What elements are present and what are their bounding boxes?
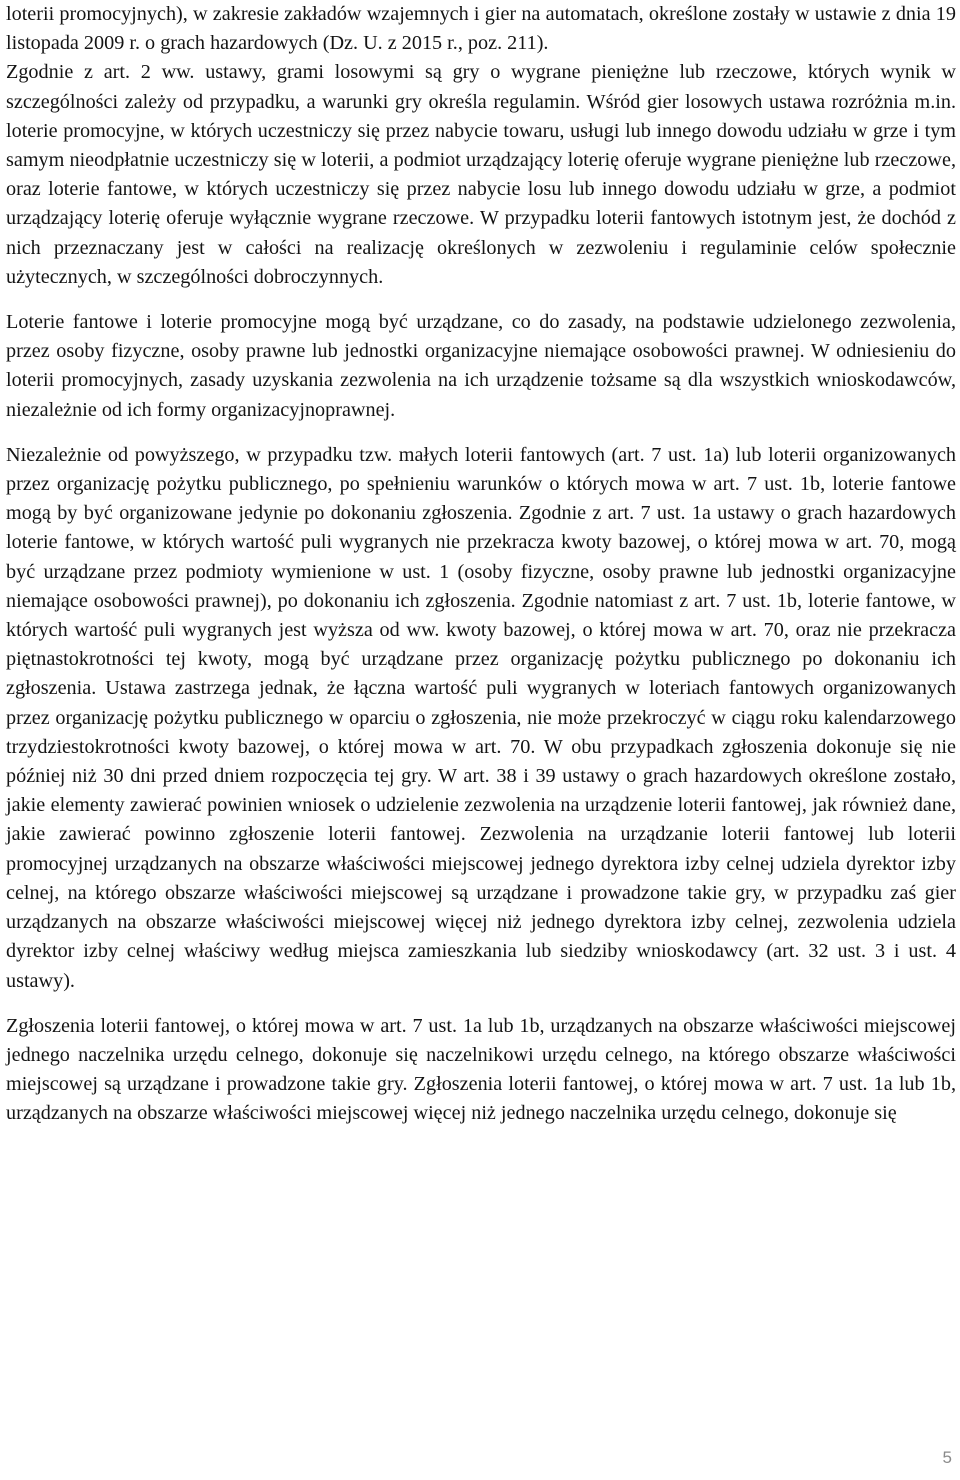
document-body	[6, 0, 956, 1129]
paragraph-lottery-permits: Loterie fantowe i loterie promocyjne mogą być urządzane, co do zasady, na podstawie udzielonego zezwolenia, przez osoby fizyczne, osoby prawne lub jednostki organizacyjne niemające osobowości prawnej. W odniesieniu do loterii promocyjnych, zasady uzyskania zezwolenia na ich urządzenie tożsame są dla wszystkich wnioskodawców, niezależnie od ich formy organizacyjnoprawnej.	[6, 311, 956, 421]
page-number: 5	[942, 1448, 952, 1467]
paragraph-small-lotteries-notification: Niezależnie od powyższego, w przypadku tzw. małych loterii fantowych (art. 7 ust. 1a) lub loterii organizowanych przez organizację pożytku publicznego, po spełnieniu warunków o których mowa w art. 7 ust. 1b, loterie fantowe mogą by być organizowane jedynie po dokonaniu zgłoszenia. Zgodnie z art. 7 ust. 1a ustawy o grach hazardowych loterie fantowe, w których wartość puli wygranych nie przekracza kwoty bazowej, o której mowa w art. 70, mogą być urządzane przez podmioty wymienione w ust. 1 (osoby fizyczne, osoby prawne lub jednostki organizacyjne niemające osobowości prawnej), po dokonaniu ich zgłoszenia. Zgodnie natomiast z art. 7 ust. 1b, loterie fantowe, w których wartość puli wygranych jest wyższa od ww. kwoty bazowej, o której mowa w art. 70, oraz nie przekracza piętnastokrotności tej kwoty, mogą być urządzane przez organizację pożytku publicznego po dokonaniu ich zgłoszenia. Ustawa zastrzega jednak, że łączna wartość puli wygranych w loteriach fantowych organizowanych przez organizację pożytku publicznego w oparciu o zgłoszenia, nie może przekroczyć w ciągu roku kalendarzowego trzydziestokrotności kwoty bazowej, o której mowa w art. 70. W obu przypadkach zgłoszenia dokonuje się nie później niż 30 dni przed dniem rozpoczęcia tej gry. W art. 38 i 39 ustawy o grach hazardowych określone zostało, jakie elementy zawierać powinien wniosek o udzielenie zezwolenia na urządzenie loterii fantowej, jak również dane, jakie zawierać powinno zgłoszenie loterii fantowej. Zezwolenia na urządzanie loterii fantowej lub loterii promocyjnej urządzanych na obszarze właściwości miejscowej jednego dyrektora izby celnej udziela dyrektor izby celnej, na którego obszarze właściwości miejscowej są urządzane i prowadzone takie gry, w przypadku zaś gier urządzanych na obszarze właściwości miejscowej więcej niż jednego dyrektora izby celnej, zezwolenia udziela dyrektor izby celnej właściwy według miejsca zamieszkania lub siedziby wnioskodawcy (art. 32 ust. 3 i ust. 4 ustawy).	[6, 443, 956, 992]
paragraph-lottery-regulation-intro: loterii promocyjnych), w zakresie zakładów wzajemnych i gier na automatach, określone zostały w ustawie z dnia 19 listopada 2009 r. o grach hazardowych (Dz. U. z 2015 r., poz. 211).	[6, 3, 956, 55]
paragraph-games-of-chance-definition: Zgodnie z art. 2 ww. ustawy, grami losowymi są gry o wygrane pieniężne lub rzeczowe, których wynik w szczególności zależy od przypadku, a warunki gry określa regulamin. Wśród gier losowych ustawa rozróżnia m.in. loterie promocyjne, w których uczestniczy się przez nabycie towaru, usługi lub innego dowodu udziału w grze i tym samym nieodpłatnie uczestniczy się w loterii, a podmiot urządzający loterię oferuje wygrane pieniężne lub rzeczowe, oraz loterie fantowe, w których uczestniczy się przez nabycie losu lub innego dowodu udziału w grze, a podmiot urządzający loterię oferuje wyłącznie wygrane rzeczowe. W przypadku loterii fantowych istotnym jest, że dochód z nich przeznaczany jest w całości na realizację określonych w zezwoleniu i regulaminie celów społecznie użytecznych, w szczególności dobroczynnych.	[6, 61, 956, 288]
paragraph-notification-authority: Zgłoszenia loterii fantowej, o której mowa w art. 7 ust. 1a lub 1b, urządzanych na obszarze właściwości miejscowej jednego naczelnika urzędu celnego, dokonuje się naczelnikowi urzędu celnego, na którego obszarze właściwości miejscowej są urządzane i prowadzone takie gry. Zgłoszenia loterii fantowej, o której mowa w art. 7 ust. 1a lub 1b, urządzanych na obszarze właściwości miejscowej więcej niż jednego naczelnika urzędu celnego, dokonuje się	[6, 1014, 956, 1125]
